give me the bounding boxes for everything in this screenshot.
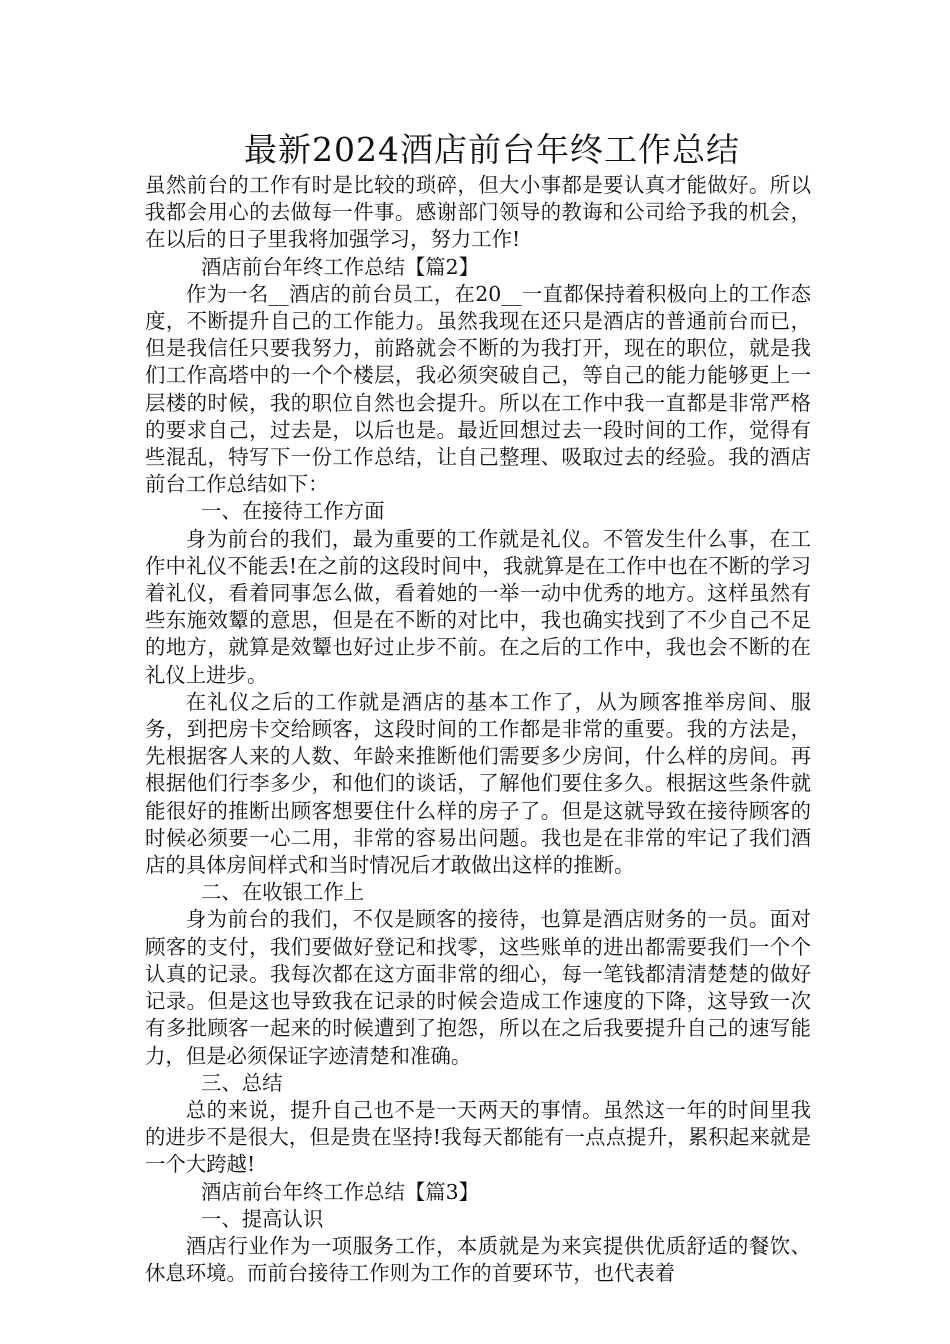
body-paragraph: 酒店行业作为一项服务工作，本质就是为来宾提供优质舒适的餐饮、休息环境。而前台接待工作则为工作的首要环节，也代表着	[145, 1233, 811, 1286]
section-heading: 一、提高认识	[201, 1206, 324, 1231]
body-paragraph: 身为前台的我们，不仅是顾客的接待，也算是酒店财务的一员。面对顾客的支付，我们要做好登记和找零，这些账单的进出都需要我们一个个认真的记录。我每次都在这方面非常的细心，每一笔钱都清清楚楚的做好记录。但是这也导致我在记录的时候会造成工作速度的下降，这导致一次有多批顾客一起来的时候遭到了抱怨，所以在之后我要提升自己的速写能力，但是必须保证字迹清楚和准确。	[145, 907, 811, 1068]
body-paragraph: 在礼仪之后的工作就是酒店的基本工作了，从为顾客推举房间、服务，到把房卡交给顾客，这段时间的工作都是非常的重要。我的方法是，先根据客人来的人数、年龄来推断他们需要多少房间，什么样的房间。再根据他们行李多少，和他们的谈话，了解他们要住多久。根据这些条件就能很好的推断出顾客想要住什么样的房子了。但是这就导致在接待顾客的时候必须要一心二用，非常的容易出问题。我也是在非常的牢记了我们酒店的具体房间样式和当时情况后才敢做出这样的推断。	[145, 689, 811, 878]
section-heading: 酒店前台年终工作总结【篇3】	[201, 1179, 480, 1204]
body-paragraph: 虽然前台的工作有时是比较的琐碎，但大小事都是要认真才能做好。所以我都会用心的去做每一件事。感谢部门领导的教诲和公司给予我的机会，在以后的日子里我将加强学习，努力工作!	[145, 173, 811, 252]
document-title: 最新2024酒店前台年终工作总结	[244, 130, 740, 169]
body-paragraph: 总的来说，提升自己也不是一天两天的事情。虽然这一年的时间里我的进步不是很大，但是贵在坚持!我每天都能有一点点提升，累积起来就是一个大跨越!	[145, 1097, 811, 1177]
section-heading: 酒店前台年终工作总结【篇2】	[201, 254, 480, 279]
document-page	[145, 128, 811, 1287]
section-heading: 一、在接待工作方面	[201, 499, 385, 524]
body-paragraph: 作为一名__酒店的前台员工，在20__一直都保持着积极向上的工作态度，不断提升自己的工作能力。虽然我现在还只是酒店的普通前台而已，但是我信任只要我努力，前路就会不断的为我打开，现在的职位，就是我们工作高塔中的一个个楼层，我必须突破自己，等自己的能力能够更上一层楼的时候，我的职位自然也会提升。所以在工作中我一直都是非常严格的要求自己，过去是，以后也是。最近回想过去一段时间的工作，觉得有些混乱，特写下一份工作总结，让自己整理、吸取过去的经验。我的酒店前台工作总结如下：	[145, 281, 811, 497]
document-body	[145, 172, 811, 1287]
body-paragraph: 身为前台的我们，最为重要的工作就是礼仪。不管发生什么事，在工作中礼仪不能丢!在之前的这段时间中，我就算是在工作中也在不断的学习着礼仪，看着同事怎么做，看着她的一举一动中优秀的地方。这样虽然有些东施效颦的意思，但是在不断的对比中，我也确实找到了不少自己不足的地方，就算是效颦也好过止步不前。在之后的工作中，我也会不断的在礼仪上进步。	[145, 526, 811, 687]
section-heading: 三、总结	[201, 1070, 283, 1095]
section-heading: 二、在收银工作上	[201, 880, 365, 905]
